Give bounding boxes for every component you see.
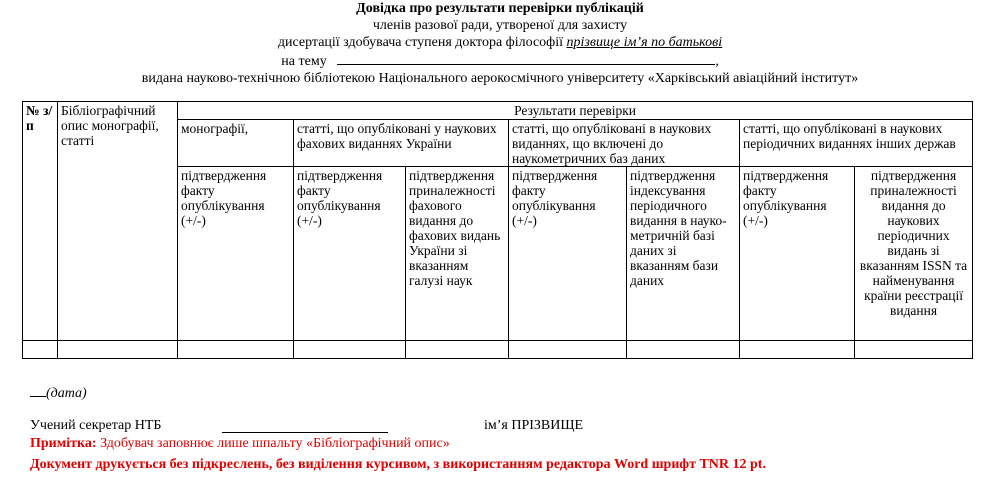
topic-label: на тему [281, 54, 327, 69]
topic-blank-line [337, 52, 715, 65]
table-cell[interactable] [58, 341, 178, 359]
results-table [22, 101, 973, 359]
print-instructions: Документ друкується без підкреслень, без виділення курсивом, з використанням редактора Word шрифт TNR 12 pt. [30, 457, 766, 472]
col-bibliography-header: Бібліографічний опис монографії, статті [58, 102, 178, 341]
group-foreign-journals: статті, що опубліковані в наукових періодичних виданнях інших держав [740, 120, 973, 167]
table-row [23, 341, 973, 359]
applicant-name-placeholder: прізвище ім’я по батькові [566, 35, 723, 50]
note-line [30, 436, 450, 452]
sub-header-cell: підтвердження факту опублікування (+/-) [178, 167, 294, 341]
sub-header-cell: підтвердження факту опублікування (+/-) [740, 167, 855, 341]
sub-header-cell: підтвердження індексування періодичного видання в науко-метричній базі даних зі вказанням бази даних [627, 167, 740, 341]
table-cell[interactable] [740, 341, 855, 359]
note-label: Примітка: [30, 436, 97, 451]
topic-suffix: , [715, 54, 719, 69]
header-line-dissertation [0, 34, 1000, 51]
table-cell[interactable] [178, 341, 294, 359]
document-title: Довідка про результати перевірки публікацій [356, 1, 644, 16]
header-line-council: членів разової ради, утвореної для захисту [372, 18, 628, 33]
table-cell[interactable] [509, 341, 627, 359]
table-cell[interactable] [406, 341, 509, 359]
table-cell[interactable] [855, 341, 973, 359]
secretary-label: Учений секретар НТБ [30, 418, 162, 433]
date-underline [30, 384, 46, 397]
header-line3-prefix: дисертації здобувача ступеня доктора філософії [277, 35, 567, 50]
sub-header-cell: підтвердження приналежності видання до наукових періодичних видань зі вказанням ISSN та найменування країни реєстрації видання [855, 167, 973, 341]
date-label: (дата) [46, 386, 87, 401]
header-line-issuer: видана науково-технічною бібліотекою Національного аерокосмічного університету «Харківський авіаційний інститут» [141, 71, 859, 86]
table-cell[interactable] [23, 341, 58, 359]
group-scientometric-journals: статті, що опубліковані в наукових виданнях, що включені до наукометричних баз даних [509, 120, 740, 167]
sub-header-cell: підтвердження факту опублікування (+/-) [294, 167, 406, 341]
col-number-header: № з/п [23, 102, 58, 341]
header-line-topic [0, 52, 1000, 70]
date-field [30, 384, 87, 402]
sub-header-cell: підтвердження факту опублікування (+/-) [509, 167, 627, 341]
sub-header-cell: підтвердження приналежності фахового видання до фахових видань України зі вказанням галузі наук [406, 167, 509, 341]
secretary-name: ім’я ПРІЗВИЩЕ [484, 418, 584, 433]
table-cell[interactable] [627, 341, 740, 359]
group-monographs: монографії, [178, 120, 294, 167]
col-results-header: Результати перевірки [178, 102, 973, 120]
signature-line [222, 432, 388, 433]
note-text: Здобувач заповнює лише шпальту «Бібліографічний опис» [96, 436, 450, 451]
table-cell[interactable] [294, 341, 406, 359]
group-ukrainian-journals: статті, що опубліковані у наукових фахових виданнях України [294, 120, 509, 167]
